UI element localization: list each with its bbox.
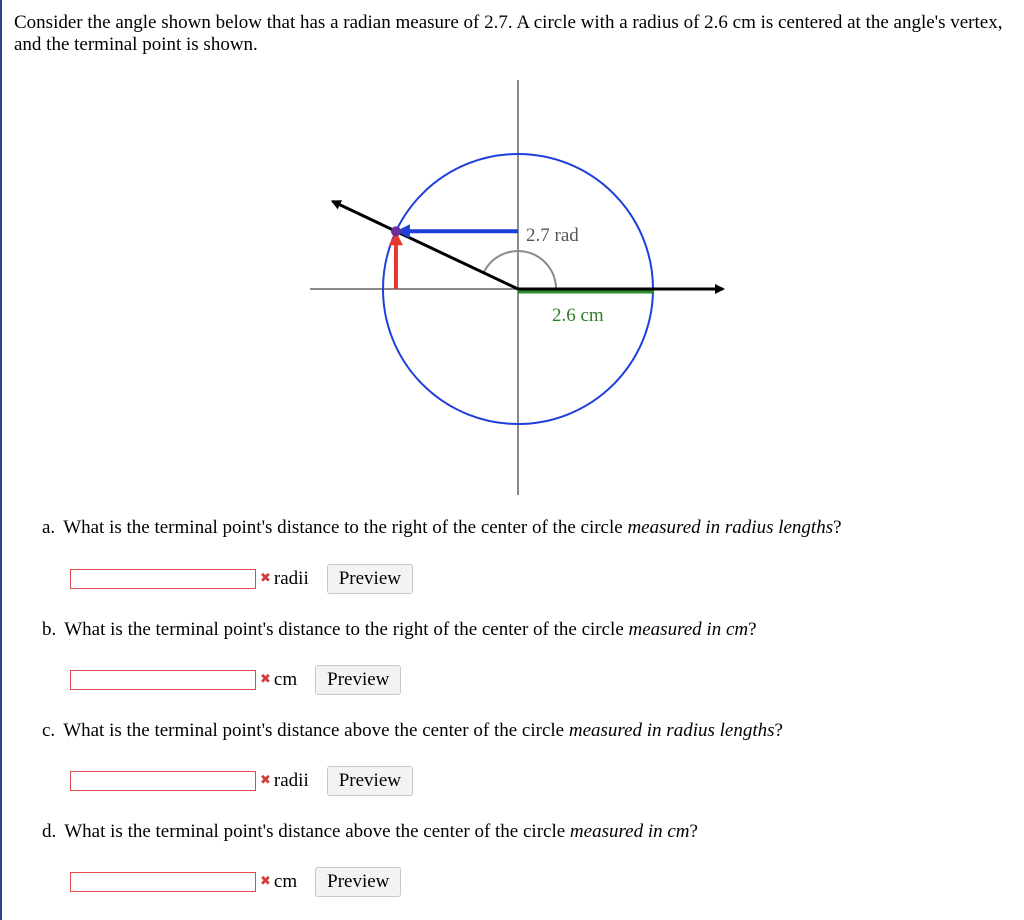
question-end: ? [774,720,783,741]
question-letter: d. [42,821,57,842]
problem-intro: Consider the angle shown below that has a radian measure of 2.7. A circle with a radius of 2.6 cm is centered at the angle's vertex, and the terminal point is shown. [14,12,1003,55]
answer-row-a [70,564,413,594]
terminal-point [391,226,401,236]
preview-button-c[interactable]: Preview [327,766,413,796]
incorrect-icon: ✖ [260,874,271,889]
unit-label: cm [273,871,298,892]
terminal-ray [333,201,518,289]
question-emphasis: measured in radius lengths [568,720,775,741]
question-emphasis: measured in cm [569,821,690,842]
incorrect-icon: ✖ [260,672,271,687]
question-emphasis: measured in cm [628,619,749,640]
question-text: What is the terminal point's distance to the right of the center of the circle [64,619,629,640]
unit-label: radii [273,770,309,791]
incorrect-icon: ✖ [260,571,271,586]
question-text: What is the terminal point's distance to the right of the center of the circle [63,517,628,538]
preview-button-a[interactable]: Preview [327,564,413,594]
question-a [42,516,842,540]
answer-row-d [70,867,401,897]
answer-input-b[interactable] [70,670,256,690]
preview-button-b[interactable]: Preview [315,665,401,695]
unit-circle-figure [302,75,742,500]
question-emphasis: measured in radius lengths [627,517,834,538]
preview-button-d[interactable]: Preview [315,867,401,897]
question-text: What is the terminal point's distance above the center of the circle [64,821,570,842]
answer-input-c[interactable] [70,771,256,791]
question-end: ? [689,821,698,842]
answer-row-c [70,766,413,796]
question-letter: b. [42,619,57,640]
angle-label: 2.7 rad [526,225,579,246]
answer-input-d[interactable] [70,872,256,892]
question-letter: c. [42,720,56,741]
question-d [42,820,698,844]
unit-label: cm [273,669,298,690]
radius-label: 2.6 cm [552,305,604,326]
answer-row-b [70,665,401,695]
angle-arc [484,251,556,289]
question-c [42,719,783,743]
question-text: What is the terminal point's distance above the center of the circle [63,720,569,741]
incorrect-icon: ✖ [260,773,271,788]
answer-input-a[interactable] [70,569,256,589]
question-letter: a. [42,517,56,538]
question-end: ? [748,619,757,640]
question-b [42,618,757,642]
question-end: ? [833,517,842,538]
unit-label: radii [273,568,309,589]
